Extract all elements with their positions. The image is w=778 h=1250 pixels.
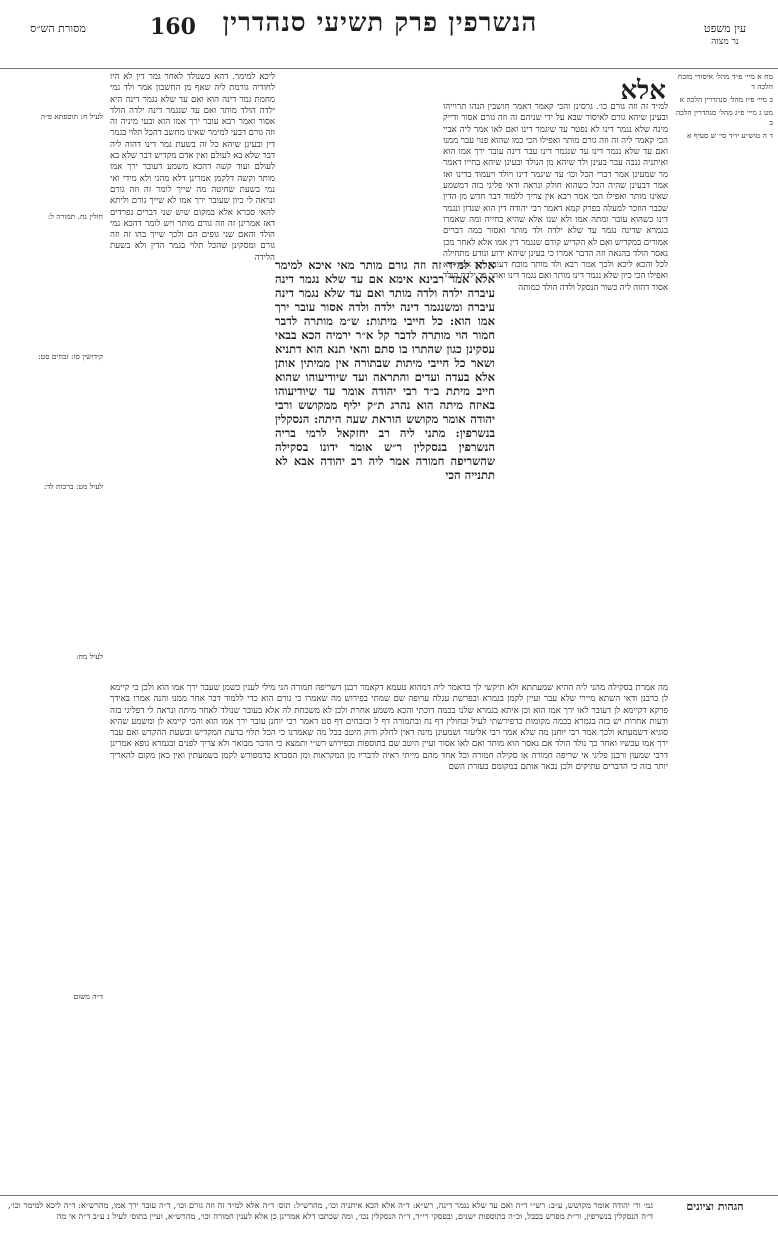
margin-ref: ד״ה משום <box>73 992 103 1001</box>
footer-divider <box>0 1195 778 1196</box>
margin-ref: לעיל מח: <box>75 652 103 661</box>
commentary-continuation: מה אמרת בסקילה מהני ליה ההיא שמעתתא ולא תיקשי לך כדאמר ליה דמהוא טעמא דקאמר רבנן דשריפה חמורה הני מילי לענין כשמן שעבר ירך אמו הוא ולכן כי קיימא לן כרבנן ודאי השתא מיירי שלא עבר ועיין לקמן בגמרא ובפרשת עגלה ערופה שם שמתי בפירוש מה שאמרו כי גורם הוא כדי ללמוד דבר אחר ממנו והנה אמרו באידך פרקא דקיימא לן דעובר לאו ירך אמו הוא וכן איתא בגמרא שלנו בכמה דוכתי והכא משמע אחרת ולכן לא משכחת לה אלא בעובר שנולד לאחר מיתה ונראה לי דפליגי בזה ודעות אחרות יש בזה בגמרא בכמה מקומות כדפירשתי לעיל ובחולין דף נח ובתמורה דף ל ובזבחים דף סט דאמר רבי יוחנן עובר ירך אמו הוא והכי קיימא לן ומשמע שהיא סוגיא דשמעתא ולכך אמר רבי יוחנן מה שלא אמר רבי אליעזר ושמעינן מינה דאין לחלק ודוק היטב בכל מה שאמרנו כי הכל תלוי בדעת המקדיש ובשעת ההקדש ואם עבר ירך אמו עכשיו ואחר כך נולד הולד אם נאסר הוא מותר ואם לאו אסור ועיין היטב שם בתוספות ובפירוש רש״י ותמצא כי הדבר מבואר ולא צריך לפנים ובגמרא גופא אמרינן דרבי שמעון ורבנן פליגי אי שריפה חמורה או סקילה חמורה וכל אחד מהם מייתי ראיה לדבריו מן המקראות ומן הסברא כדמפורש לקמן בשמעתין ואין כאן מקום להאריך יותר בזה כי הדברים עתיקים ולכן נבאר אותם במקומם בעזרת השם <box>110 683 668 773</box>
page-title: הנשרפין פרק תשיעי סנהדרין <box>222 8 538 38</box>
opening-word: אלא <box>620 76 666 106</box>
ner-mitzvah-label: נר מצוה <box>711 37 739 47</box>
margin-ref: ב מיי׳ פ״ז מהל׳ סנהדרין הלכה א <box>679 95 773 104</box>
margin-ref: חולין נח. תמורה ל: <box>47 212 103 221</box>
margin-ref: לעיל ח: תוספתא פ״ה <box>40 112 103 121</box>
margin-ref: קידושין סז: זבחים סט: <box>38 352 103 361</box>
margin-ref: מח א מיי׳ פ״ד מהל׳ איסורי מזבח הלכה ד <box>677 72 773 91</box>
margin-ref: לעיל מט: ברכות לד: <box>44 482 103 491</box>
margin-ref: ד ה טוש״ע יו״ד סי׳ ש סעיף א <box>687 131 773 140</box>
rashi-text: למ״ד זה וזה גורם כו׳. גרסינן והכי קאמר דאמר חושבין הנהו תרוייהו ובעינן שיהא גורם לאיסור שבא על ידי שניהם זה וזה גורם אסור ודייק מינה שלא נגמר דינו לא נפטר עד שיגמר דינו ואם לאו אמר ליה אביי הכי קאמר ליה זה וזה גורם מותר ואפילו הכי כמו שהוא פנוי עבר ממנו ואם עד שלא נגמר דינו עד שנגמר דינו עבר דינה עובר ירך אמו הוא ואיתניה גנבה עבר בעינן ולד שיהא מן הנולד ובעינן שיהא בחייו דאמר מר שמעינן אמר דברי הכל וכו׳ עד שיגמר דינו ויולד ויעמוד בדינו ואז אמר דבעינן שהיה הכל כשהוא חולק ונראה ודאי פליגי בזה דמשמע שאינו מותר ואפילו הכי אמר רבא אין צריך ללמוד דבר חדש מן הדין שכבר הוזכר למעלה בפרק קמא דאמר רבי יהודה דין הוא שנדון ונגמר דינו כשהוא עובר ומתה אמו ולא שנו אלא שהיא בחייה ומה שאמרו בגמרא שדינה נגמר עד שלא ילדה ולד מותר ואסור במה דברים אמורים במקדיש ואם לא הקדיש קודם שנגמר דין אמו אלא לאחר מכן נאסר הולד בהנאה וזה הדבר אמרו כי בעינן שיהא ידוע ונודע מתחילה לכל והכא ליכא ולכך אמר רבא ולד מותר מוכח דעובר ירך אמו הוא ואפילו הכי כיון שלא נגמר דינו מותר ואם נגמר דינו ואחר כך ילדה הולד אסור דהוה ליה כשור הנסקל ולדה הולד כמותה <box>443 102 668 293</box>
tosafot-commentary <box>110 72 275 592</box>
masoret-hashas-label: מסורת הש״ס <box>30 22 86 35</box>
tosafot-text: ליכא למימר. דהא כשנולד לאחר גמר דין לא היו לחודיה גורמת ליה שאף מן החשבון אמר ולד נמי מחמת גמר דינה הוא ואם עד שלא נגמר דינה היא ילדה הולד מותר ואם עד שנגמר דינה ילדה הולד אסור ואמר רבא עובר ירך אמו הוא ובעי מיניה זה וזה גורם דבעי למימר שאינו מחשב דהכל תלוי בגמר דין ובעינן שיהא כל זה בשעת גמר דינו דהוה ליה דבר שלא בא לעולם ואין אדם מקדיש דבר שלא בא לעולם ועוד קשה דהכא משמע דעובר ירך אמו מותר וקשה דלקמן אמרינן דלא מהני ולא מידי ואי נמי בשעת שחיטה מה שייך לומר זה וזה גורם ונראה לי כיון שעובר ירך אמו לא שייך גורם וליתא להאי סברא אלא במקום שיש שני דברים נפרדים דאז אמרינן זה וזה גורם מותר ויש לומר דהכא נמי הולד והאם שני גופים הם ולכך שייך בהו זה וזה גורם ומסקינן שהכל תלוי בגמר הדין ולא בשעת הלידה <box>110 72 275 263</box>
margin-ref: מט ג מיי׳ פ״ג מהל׳ סנהדרין הלכה ב <box>675 108 773 127</box>
footer-label: הגהות וציונים <box>686 1200 744 1213</box>
gemara-text: אלא למ״ד זה וזה גורם מותר מאי איכא למימר אלא אמר רבינא אימא אם עד שלא נגמר דינה עיברה ילדה ולדה מותר ואם עד שלא נגמר דינה עיברה ומשנגמר דינה ילדה ולדה אסור עובר ירך אמו הוא: כל חייבי מיתות: ש״מ מותרה לדבר חמור הוי מותרה לדבר קל א״ר ירמיה הכא בבאי עסקינן כגון שהתרו בו סתם והאי תנא הוא דתניא ושאר כל חייבי מיתות שבתורה אין ממיתין אותן אלא בעדה ועדים והתראה ועד שיודיעוהו שהוא חייב מיתת ב״ד רבי יהודה אומר עד שיודיעוהו באיזה מיתה הוא נהרג ת״ק יליף ממקושש ורבי יהודה אומר מקושש הוראת שעה היתה: הנסקלין בנשרפין: מתני ליה רב יחזקאל לרמי בריה הנשרפין בנסקלין ר״ש אומר ידונו בסקילה שהשריפה חמורה אמר ליה רב יהודה אבא לא תתנייה הכי <box>275 258 495 482</box>
ein-mishpat-label: עין משפט <box>703 22 747 35</box>
ein-mishpat-margin <box>675 72 773 144</box>
masoret-hashas-margin <box>5 72 103 1005</box>
footer-notes: גמ׳ ור׳ יהודה אומר מקושש, ע״ב: רש״י ד״ה ואם עד שלא נגמר דינה, רש״א: ד״ה אלא הכא איתניה וכו׳, מהרש״ל: תוס׳ ד״ה אלא למ״ד זה וזה גורם וכו׳, ד״ה עובר ירך אמו, מהרש״א: ד״ה ליכא למימר וכו׳, ד״ה הנסקלין בנשרפין, ור״ת מפרש בכבל, וכ״ה בתוספות ישנים, ובפסקי רי״ד, ד״ה הנסקלין נכו׳, ומה שכתבו דלא אמרינן כן אלא לענין חמורה וכו׳, מהרש״א, ועיין בתוס׳ לעיל נ ע״ב ד״ה אי מה <box>8 1200 653 1221</box>
page-number: 160 <box>150 14 196 40</box>
